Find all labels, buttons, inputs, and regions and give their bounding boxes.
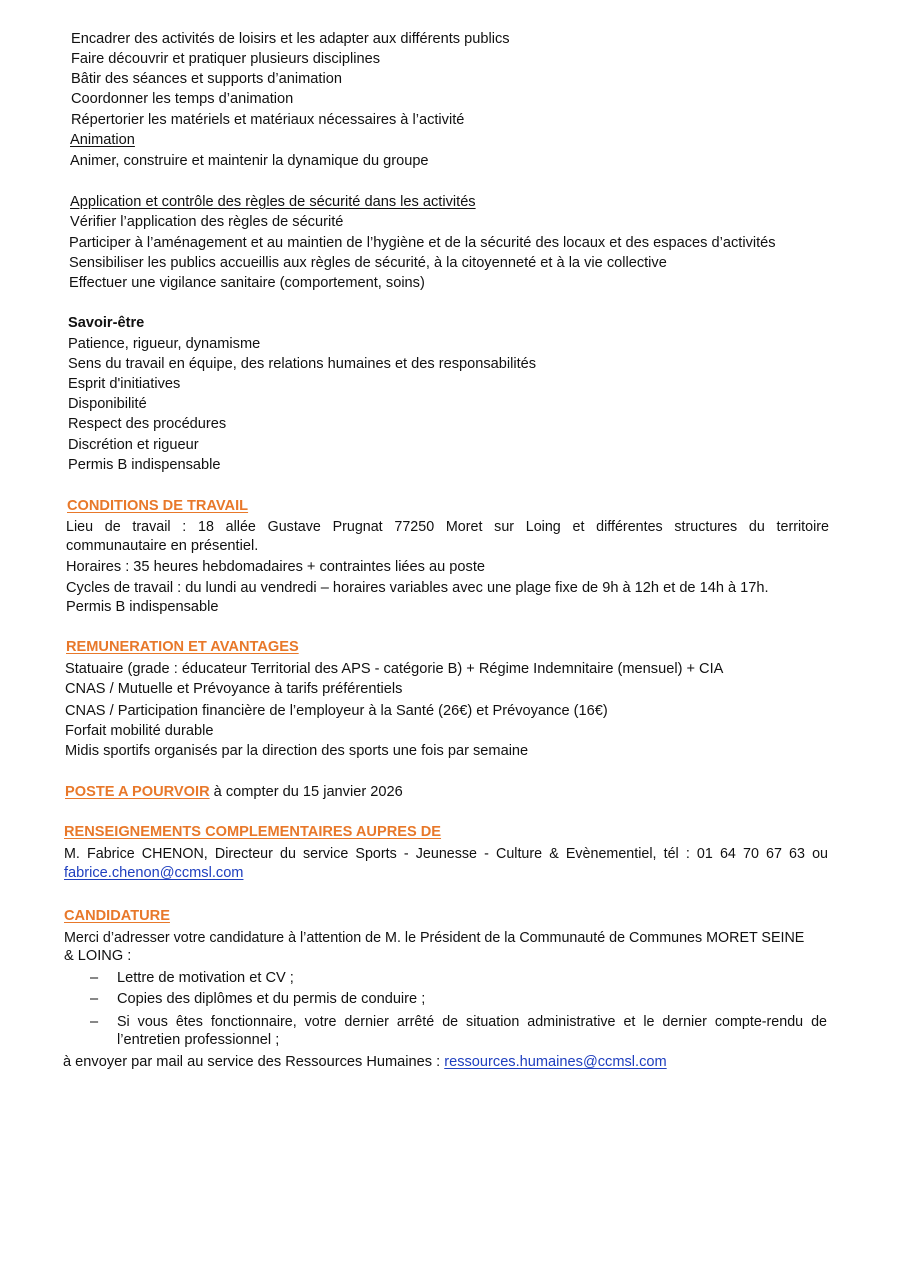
send-line (63, 1053, 667, 1071)
activity-line: Coordonner les temps d’animation (71, 91, 294, 107)
savoir-etre-item: Permis B indispensable (68, 457, 221, 473)
savoir-etre-item: Disponibilité (68, 396, 147, 412)
candidature-list-item: l’entretien professionnel ; (117, 1032, 280, 1048)
security-item: Effectuer une vigilance sanitaire (comportement, soins) (69, 275, 425, 291)
remuneration-item: Forfait mobilité durable (65, 723, 214, 739)
remuneration-item: CNAS / Participation financière de l’employeur à la Santé (26€) et Prévoyance (16€) (65, 703, 608, 719)
savoir-etre-item: Sens du travail en équipe, des relations humaines et des responsabilités (68, 356, 537, 372)
list-dash: – (90, 991, 99, 1007)
remuneration-item: Statuaire (grade : éducateur Territorial des APS - catégorie B) + Régime Indemnitaire (mensuel) + CIA (65, 661, 724, 677)
activity-line: Faire découvrir et pratiquer plusieurs disciplines (71, 51, 381, 67)
send-text: à envoyer par mail au service des Ressources Humaines : (63, 1054, 445, 1070)
remuneration-item: Midis sportifs organisés par la direction des sports une fois par semaine (65, 743, 529, 759)
hr-email-link[interactable]: ressources.humaines@ccmsl.com (444, 1054, 667, 1070)
renseignements-contact: M. Fabrice CHENON, Directeur du service Sports - Jeunesse - Culture & Evènementiel, tél : 01 64 70 67 63 ou (64, 846, 828, 862)
security-item: Vérifier l’application des règles de sécurité (70, 214, 344, 230)
activity-line: Bâtir des séances et supports d’animation (71, 71, 342, 87)
savoir-etre-item: Discrétion et rigueur (68, 437, 199, 453)
remuneration-item: CNAS / Mutuelle et Prévoyance à tarifs préférentiels (65, 681, 403, 697)
savoir-etre-item: Esprit d'initiatives (68, 376, 181, 392)
savoir-etre-item: Patience, rigueur, dynamisme (68, 336, 261, 352)
list-dash: – (90, 1014, 99, 1030)
poste-date: à compter du 15 janvier 2026 (209, 784, 403, 800)
poste-line (65, 783, 403, 801)
candidature-intro: & LOING : (64, 948, 132, 964)
poste-heading: POSTE A POURVOIR (65, 784, 210, 800)
conditions-lieu-line: Lieu de travail : 18 allée Gustave Prugnat 77250 Moret sur Loing et différentes structures du territoire (66, 519, 829, 535)
contact-email-link[interactable]: fabrice.chenon@ccmsl.com (64, 865, 244, 881)
candidature-intro: Merci d’adresser votre candidature à l’attention de M. le Président de la Communauté de Communes MORET SEINE (64, 930, 805, 946)
security-heading: Application et contrôle des règles de sécurité dans les activités (70, 194, 476, 210)
security-item: Sensibiliser les publics accueillis aux règles de sécurité, à la citoyenneté et à la vie collective (69, 255, 667, 271)
remuneration-heading: REMUNERATION ET AVANTAGES (66, 639, 299, 655)
renseignements-heading: RENSEIGNEMENTS COMPLEMENTAIRES AUPRES DE (64, 824, 442, 840)
savoir-etre-heading: Savoir-être (68, 315, 145, 331)
candidature-list-item: Lettre de motivation et CV ; (117, 970, 294, 986)
animation-heading: Animation (70, 132, 135, 148)
activity-line: Encadrer des activités de loisirs et les adapter aux différents publics (71, 31, 510, 47)
candidature-list-item: Copies des diplômes et du permis de conduire ; (117, 991, 426, 1007)
conditions-permis: Permis B indispensable (66, 599, 219, 615)
candidature-list-item: Si vous êtes fonctionnaire, votre dernier arrêté de situation administrative et le dernier compte-rendu de (117, 1014, 827, 1030)
candidature-heading: CANDIDATURE (64, 908, 170, 924)
savoir-etre-item: Respect des procédures (68, 416, 227, 432)
conditions-heading: CONDITIONS DE TRAVAIL (67, 498, 249, 514)
conditions-cycles: Cycles de travail : du lundi au vendredi – horaires variables avec une plage fixe de 9h à 12h et de 14h à 17h. (66, 580, 769, 596)
conditions-lieu-line: communautaire en présentiel. (66, 538, 259, 554)
animation-item: Animer, construire et maintenir la dynamique du groupe (70, 153, 429, 169)
list-dash: – (90, 970, 99, 986)
security-item: Participer à l’aménagement et au maintien de l’hygiène et de la sécurité des locaux et des espaces d’activités (69, 235, 776, 251)
activity-line: Répertorier les matériels et matériaux nécessaires à l’activité (71, 112, 465, 128)
conditions-horaires: Horaires : 35 heures hebdomadaires + contraintes liées au poste (66, 559, 486, 575)
